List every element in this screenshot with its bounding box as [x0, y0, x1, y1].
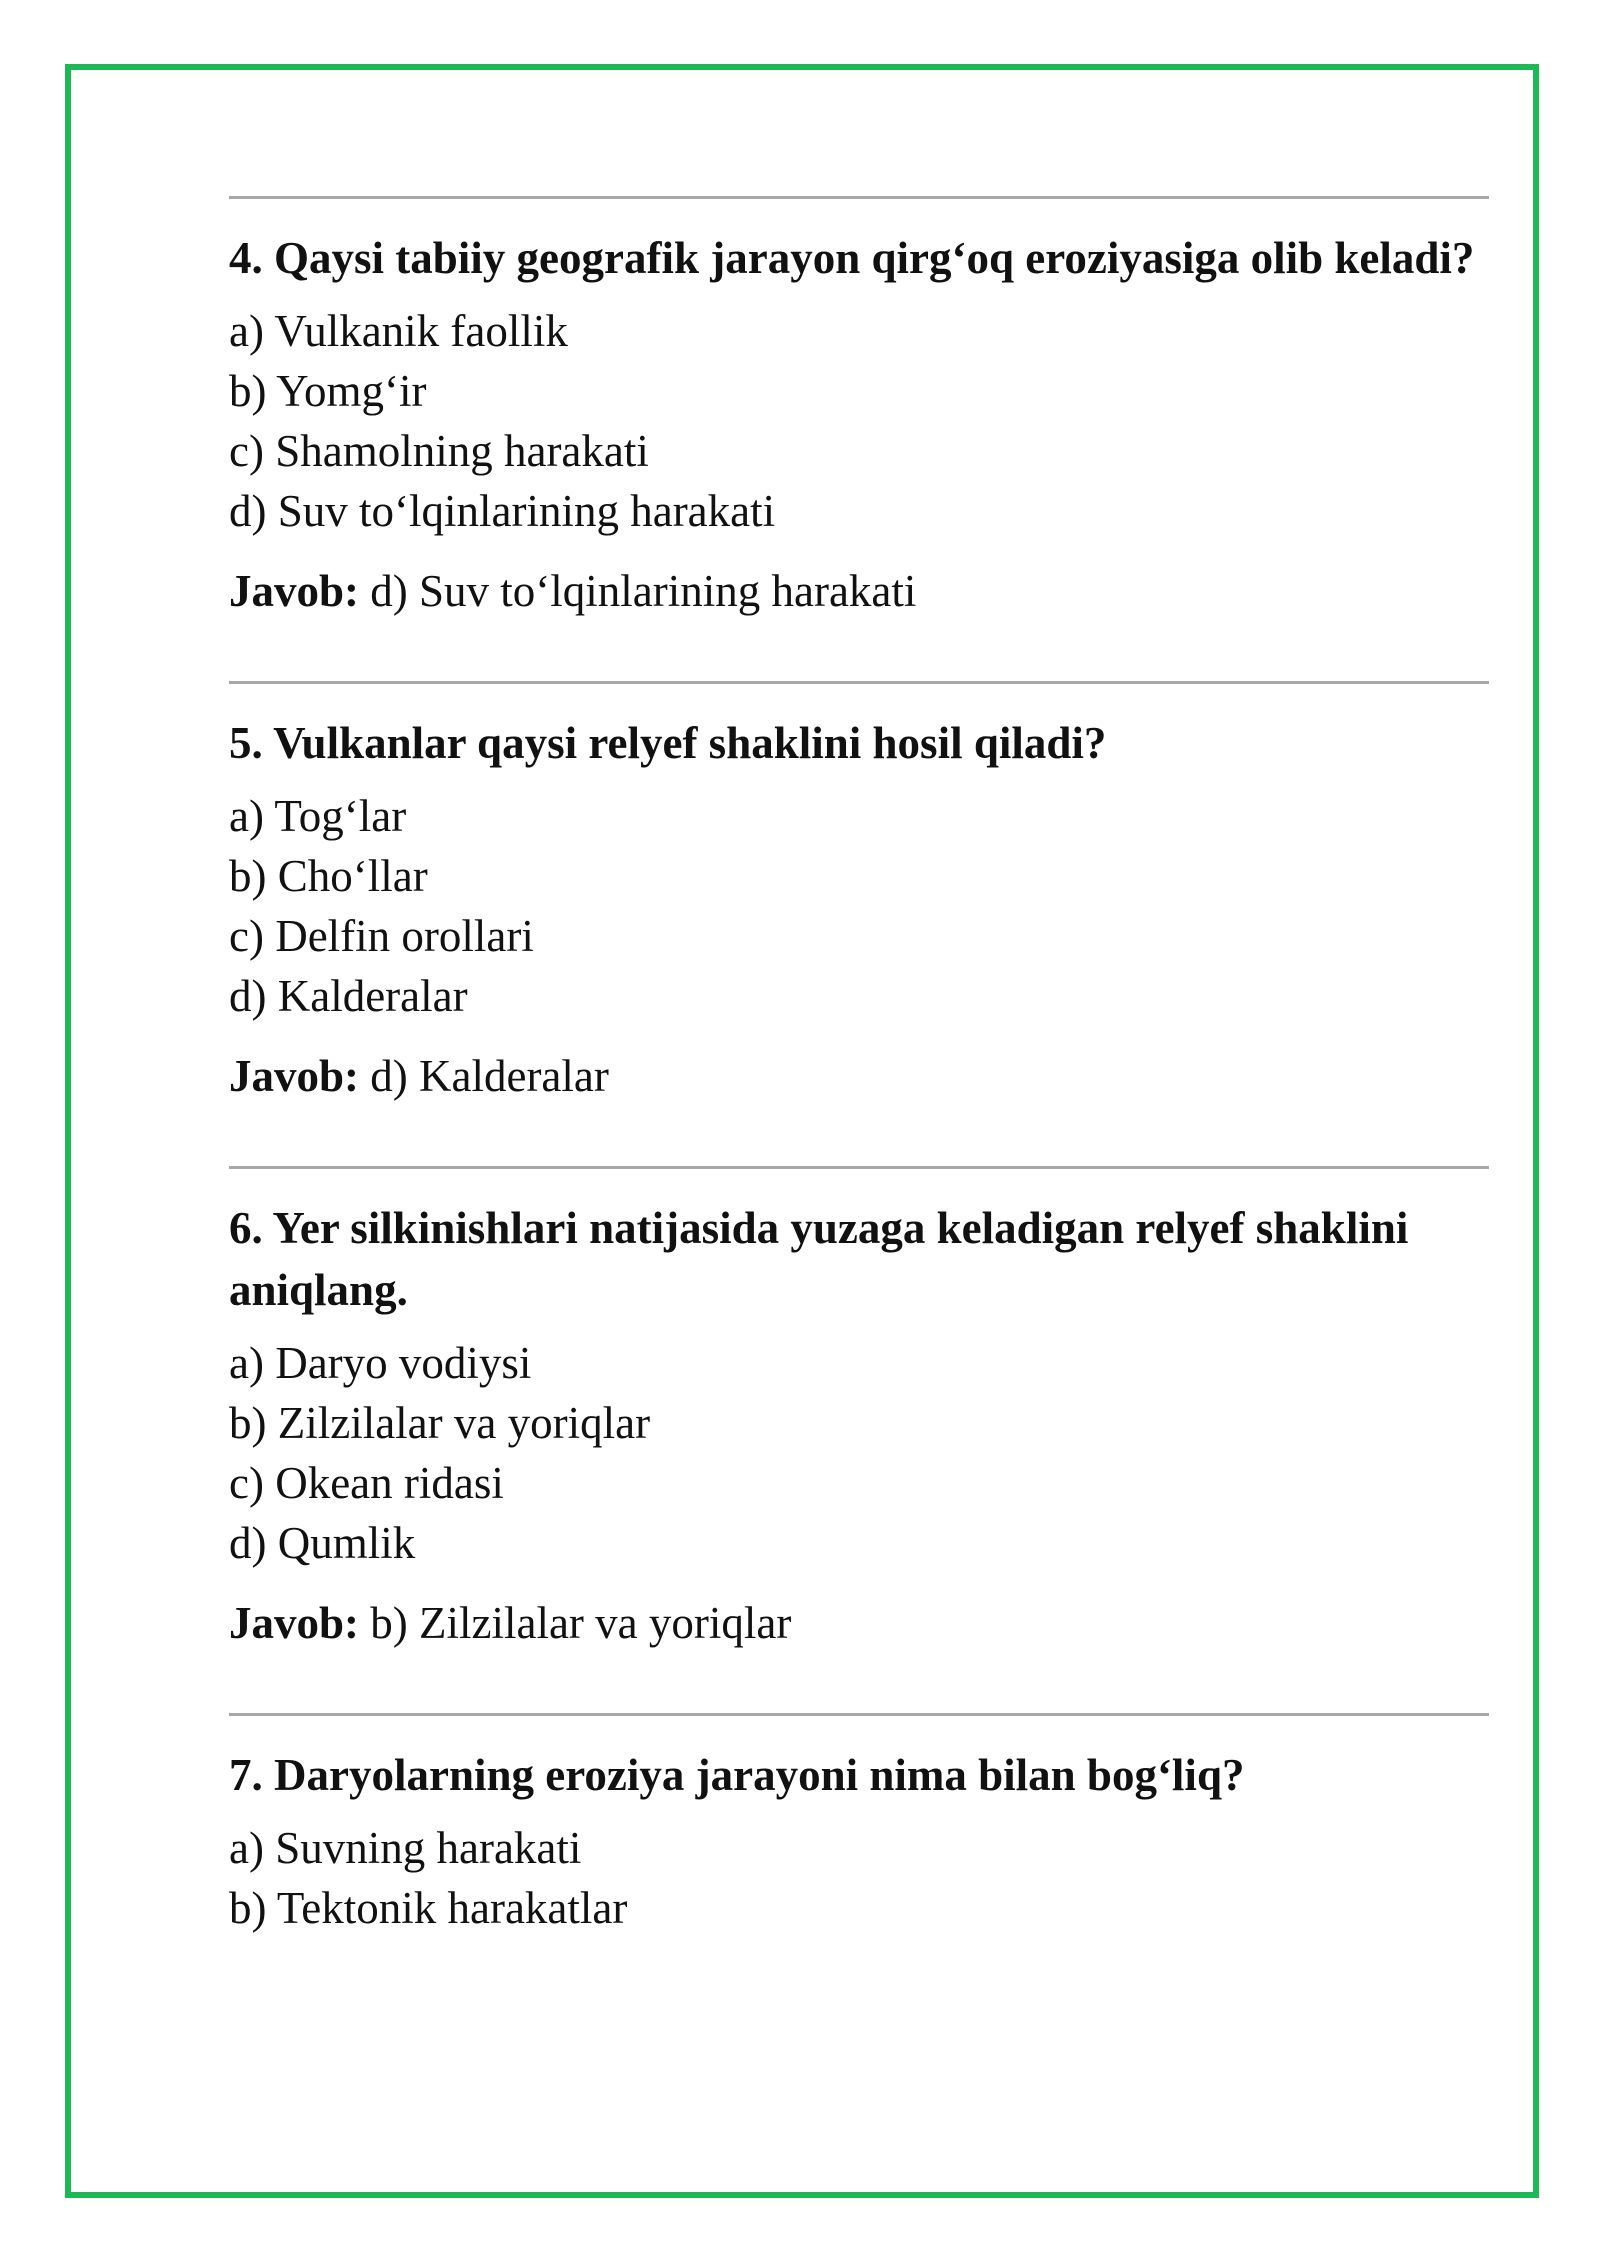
option-b: b) Cho‘llar: [229, 851, 428, 901]
option-c: c) Okean ridasi: [229, 1458, 504, 1508]
option-a: a) Tog‘lar: [229, 791, 407, 841]
answer-text: d) Kalderalar: [370, 1051, 609, 1101]
question-title: 7. Daryolarning eroziya jarayoni nima bilan bog‘liq?: [229, 1750, 1245, 1800]
options-list: [229, 786, 1489, 1026]
question-7: [229, 1716, 1489, 1938]
option-a: a) Vulkanik faollik: [229, 306, 568, 356]
option-c: c) Delfin orollari: [229, 911, 534, 961]
options-list: [229, 301, 1489, 541]
options-list: [229, 1333, 1489, 1573]
answer-label: Javob:: [229, 1598, 360, 1648]
options-list: [229, 1818, 1489, 1938]
option-a: a) Daryo vodiysi: [229, 1338, 532, 1388]
question-4: [229, 199, 1489, 681]
quiz-content: [229, 196, 1489, 1938]
answer-label: Javob:: [229, 1051, 360, 1101]
answer-label: Javob:: [229, 566, 360, 616]
question-5: [229, 684, 1489, 1166]
option-b: b) Tektonik harakatlar: [229, 1883, 628, 1933]
option-b: b) Zilzilalar va yoriqlar: [229, 1398, 651, 1448]
answer-text: d) Suv to‘lqinlarining harakati: [370, 566, 917, 616]
answer-text: b) Zilzilalar va yoriqlar: [370, 1598, 792, 1648]
answer: [229, 1593, 1489, 1653]
option-d: d) Suv to‘lqinlarining harakati: [229, 486, 776, 536]
answer: [229, 561, 1489, 621]
question-6: [229, 1169, 1489, 1713]
answer: [229, 1046, 1489, 1106]
option-a: a) Suvning harakati: [229, 1823, 582, 1873]
question-title: 6. Yer silkinishlari natijasida yuzaga keladigan relyef shaklini aniqlang.: [229, 1203, 1409, 1315]
option-b: b) Yomg‘ir: [229, 366, 427, 416]
question-title: 4. Qaysi tabiiy geografik jarayon qirg‘oq eroziyasiga olib keladi?: [229, 233, 1475, 283]
option-c: c) Shamolning harakati: [229, 426, 649, 476]
option-d: d) Qumlik: [229, 1518, 416, 1568]
option-d: d) Kalderalar: [229, 971, 468, 1021]
question-title: 5. Vulkanlar qaysi relyef shaklini hosil qiladi?: [229, 718, 1107, 768]
